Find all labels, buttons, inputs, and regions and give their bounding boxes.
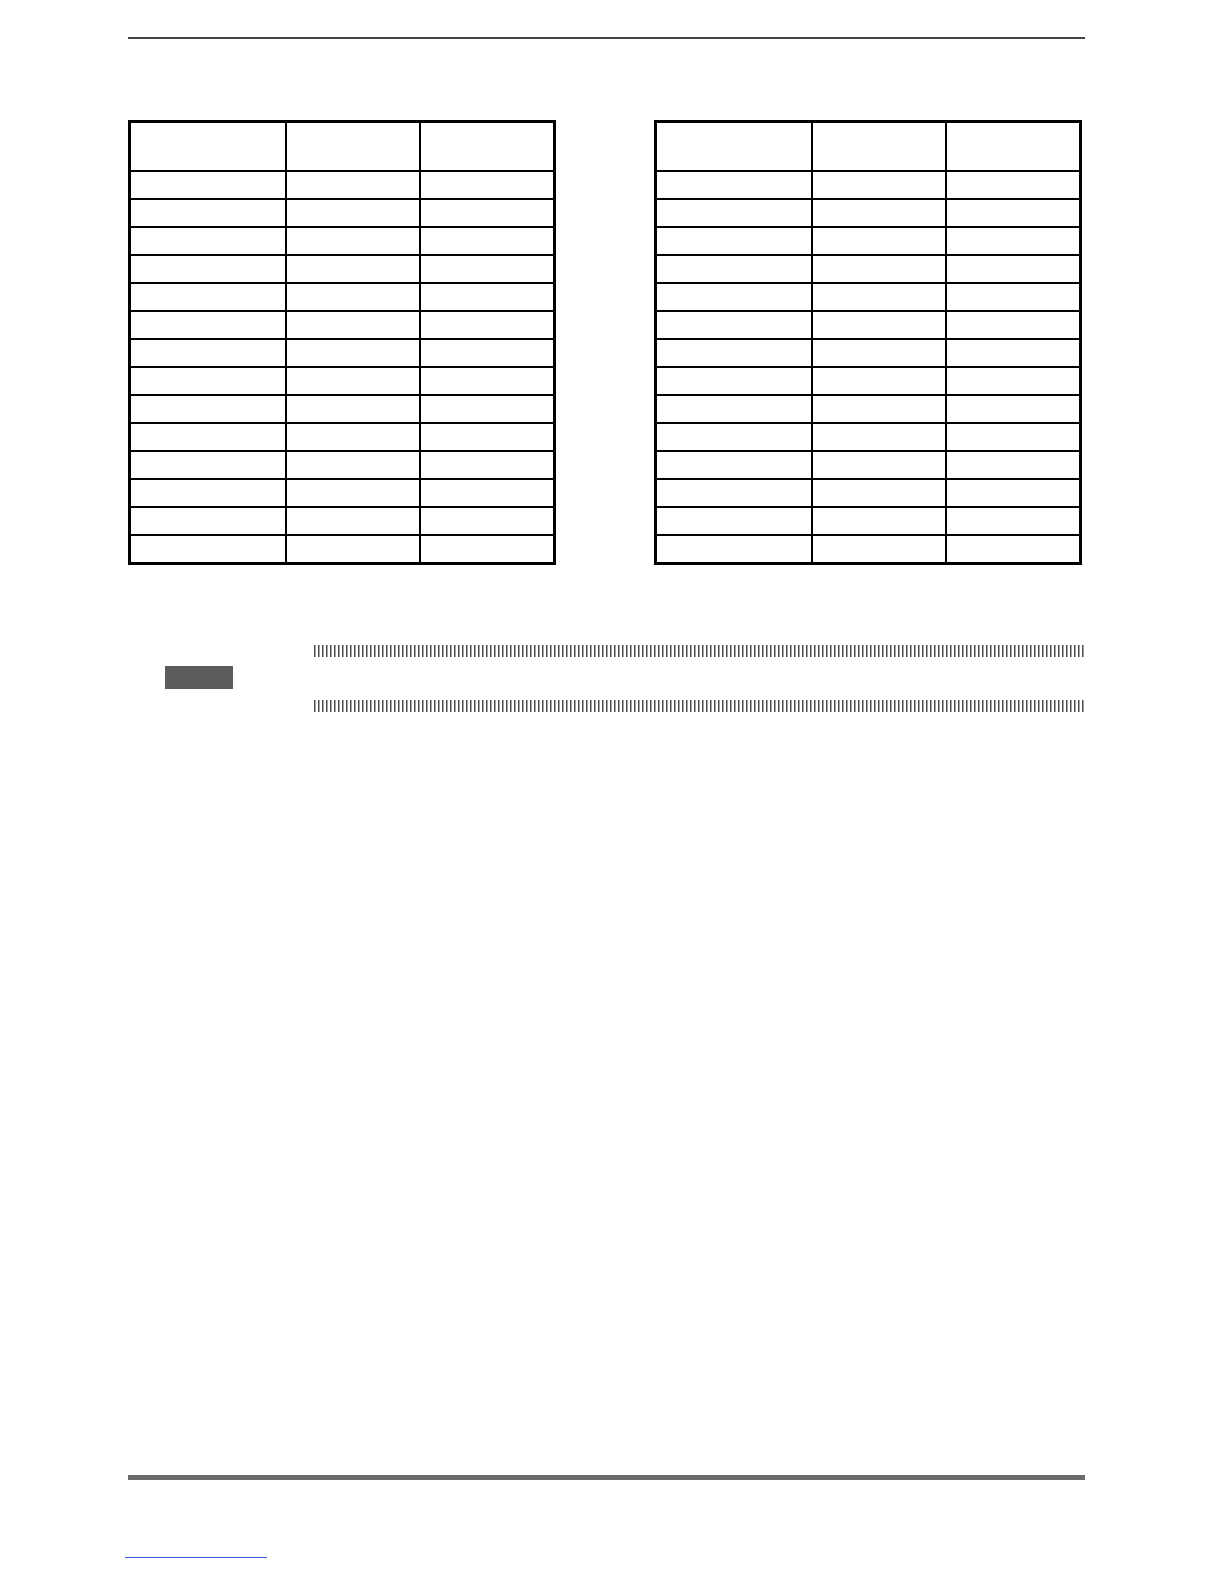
table-cell [812,367,946,395]
table-cell [130,423,286,451]
footer-rule [128,1475,1085,1480]
table-cell [286,255,420,283]
table-row [656,339,1081,367]
table-cell [946,227,1081,255]
table-body-left [130,122,555,564]
header-rule [128,37,1085,39]
table-cell [286,395,420,423]
table-row [130,199,555,227]
table-row [656,479,1081,507]
table-cell [946,367,1081,395]
table-row [656,227,1081,255]
table-cell [812,227,946,255]
table-row [656,507,1081,535]
table-cell [130,535,286,564]
data-table-right [654,120,1082,565]
table-cell [286,311,420,339]
table-row [656,283,1081,311]
note-label-block [165,666,233,689]
table-row [656,395,1081,423]
table-cell [130,479,286,507]
table-row [130,535,555,564]
table-cell [656,367,812,395]
table-cell [286,507,420,535]
table-cell [420,479,555,507]
footer-link[interactable] [125,1557,267,1558]
table-header-cell [946,122,1081,172]
table-header-cell [656,122,812,172]
table-cell [420,283,555,311]
table-cell [286,227,420,255]
table-cell [286,423,420,451]
table-header-cell [130,122,286,172]
table-cell [286,479,420,507]
table-header-row [656,122,1081,172]
table-cell [656,199,812,227]
table-cell [420,255,555,283]
table-cell [946,255,1081,283]
table-cell [420,311,555,339]
table-cell [946,395,1081,423]
table-cell [286,367,420,395]
table-cell [286,451,420,479]
table-cell [812,199,946,227]
table-row [130,451,555,479]
table-row [656,171,1081,199]
table-cell [656,339,812,367]
table-cell [812,535,946,564]
table-row [656,423,1081,451]
table-cell [130,283,286,311]
table-cell [130,507,286,535]
table-row [656,311,1081,339]
table-cell [656,395,812,423]
table-cell [656,451,812,479]
table-cell [656,535,812,564]
table-cell [656,423,812,451]
data-table-left [128,120,556,565]
table-cell [130,311,286,339]
table-row [656,255,1081,283]
table-cell [420,451,555,479]
table-body-right [656,122,1081,564]
table-cell [286,199,420,227]
table-cell [946,339,1081,367]
table-cell [946,283,1081,311]
table-cell [130,451,286,479]
table-cell [812,451,946,479]
table-row [130,395,555,423]
table-row [130,339,555,367]
table-cell [420,171,555,199]
table-cell [946,199,1081,227]
table-row [130,507,555,535]
table-row [656,535,1081,564]
table-cell [656,311,812,339]
table-cell [130,339,286,367]
table-cell [420,395,555,423]
table-cell [420,199,555,227]
table-cell [130,395,286,423]
table-cell [812,423,946,451]
table-cell [812,479,946,507]
table-cell [420,367,555,395]
table-row [656,451,1081,479]
table-cell [946,451,1081,479]
table-cell [812,507,946,535]
table-row [130,283,555,311]
table-cell [286,171,420,199]
table-cell [656,507,812,535]
table-cell [812,283,946,311]
table-cell [286,339,420,367]
table-header-cell [286,122,420,172]
table-cell [946,311,1081,339]
table-row [130,171,555,199]
table-header-cell [812,122,946,172]
table-row [656,199,1081,227]
table-cell [656,479,812,507]
table-cell [286,283,420,311]
table-row [130,255,555,283]
table-cell [812,171,946,199]
table-cell [812,339,946,367]
table-cell [946,171,1081,199]
table-cell [656,227,812,255]
table-cell [420,339,555,367]
table-cell [946,479,1081,507]
table-cell [130,367,286,395]
table-row [130,479,555,507]
table-cell [812,255,946,283]
table-row [656,367,1081,395]
table-row [130,423,555,451]
table-cell [656,171,812,199]
table-cell [946,423,1081,451]
table-header-row [130,122,555,172]
table-cell [130,255,286,283]
table-cell [130,171,286,199]
table-row [130,311,555,339]
table-cell [420,507,555,535]
table-cell [420,423,555,451]
table-cell [656,255,812,283]
table-cell [812,311,946,339]
table-row [130,227,555,255]
table-cell [286,535,420,564]
table-cell [656,283,812,311]
table-cell [812,395,946,423]
table-cell [130,199,286,227]
table-cell [946,535,1081,564]
table-row [130,367,555,395]
note-text-line-2 [314,700,1085,712]
table-header-cell [420,122,555,172]
table-cell [130,227,286,255]
table-cell [420,535,555,564]
table-cell [946,507,1081,535]
note-text-line-1 [314,645,1085,657]
table-cell [420,227,555,255]
